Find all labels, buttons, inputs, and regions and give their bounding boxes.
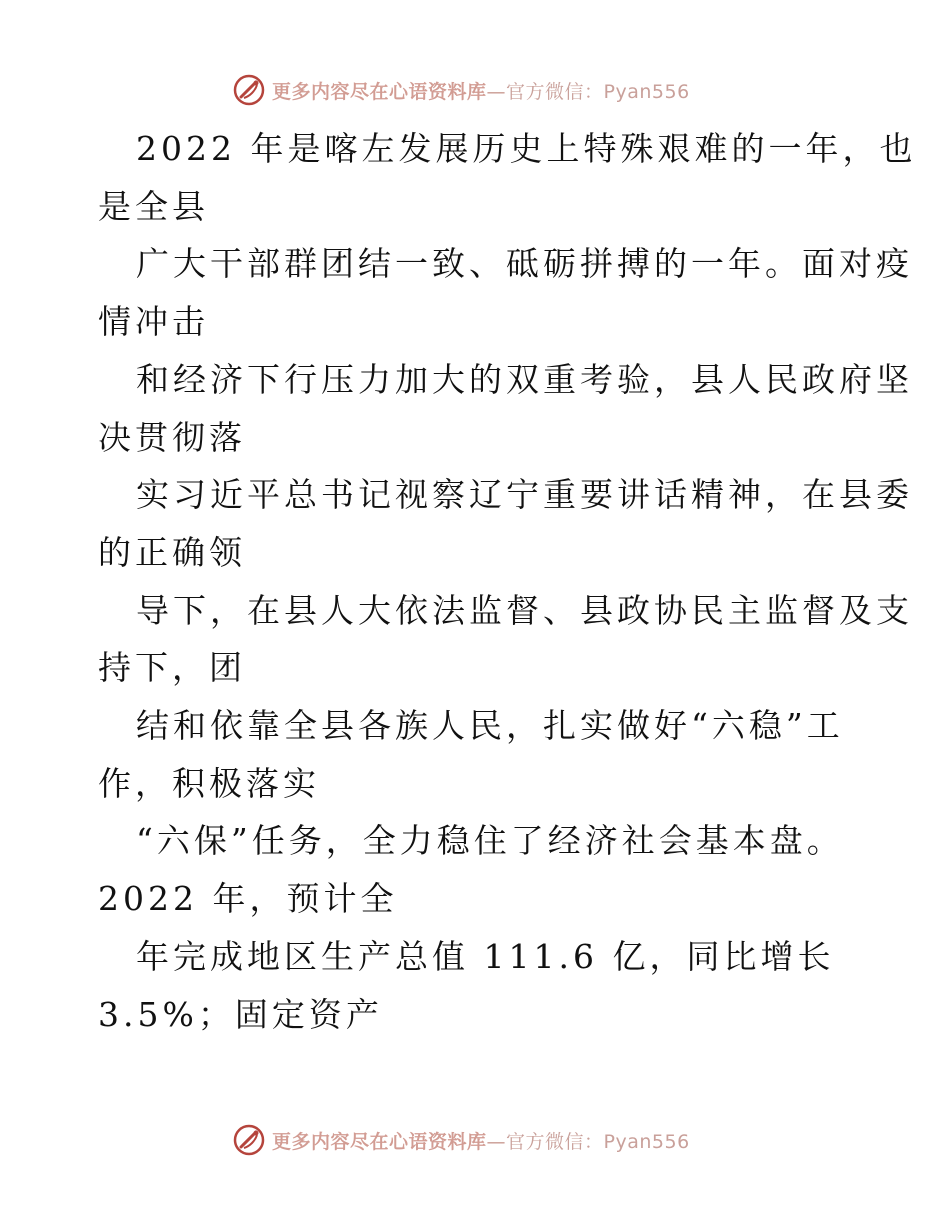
- watermark-separator: —: [486, 1130, 507, 1153]
- paragraph-line-4: 情冲击: [98, 302, 209, 342]
- paragraph-line-11: 结和依靠全县各族人民，扎实做好“六稳”工: [136, 706, 844, 746]
- brand-logo-icon: [232, 73, 266, 107]
- watermark-text: [272, 1127, 690, 1154]
- paragraph-line-5: 和经济下行压力加大的双重考验，县人民政府坚: [136, 359, 913, 399]
- paragraph-line-10: 持下，团: [98, 648, 246, 688]
- paragraph-line-14: 2022 年，预计全: [98, 879, 398, 919]
- brand-logo-icon: [232, 1123, 266, 1157]
- watermark-separator: —: [486, 80, 507, 103]
- paragraph-line-3: 广大干部群团结一致、砥砺拼搏的一年。面对疫: [136, 244, 913, 284]
- paragraph-line-2: 是全县: [98, 186, 209, 226]
- watermark-contact: 官方微信：Pyan556: [506, 1130, 690, 1153]
- header-watermark: [232, 73, 690, 107]
- watermark-contact: 官方微信：Pyan556: [506, 80, 690, 103]
- paragraph-line-9: 导下，在县人大依法监督、县政协民主监督及支: [136, 590, 913, 630]
- watermark-brand: 更多内容尽在心语资料库: [272, 80, 487, 103]
- paragraph-line-15: 年完成地区生产总值 111.6 亿，同比增长: [136, 936, 835, 976]
- paragraph-line-12: 作，积极落实: [98, 763, 320, 803]
- paragraph-line-16: 3.5%；固定资产: [98, 994, 383, 1034]
- paragraph-line-13: “六保”任务，全力稳住了经济社会基本盘。: [136, 821, 844, 861]
- watermark-brand: 更多内容尽在心语资料库: [272, 1130, 487, 1153]
- footer-watermark: [232, 1123, 690, 1157]
- paragraph-line-8: 的正确领: [98, 532, 246, 572]
- paragraph-line-6: 决贯彻落: [98, 417, 246, 457]
- watermark-text: [272, 77, 690, 104]
- document-body: [98, 120, 917, 1043]
- paragraph-line-7: 实习近平总书记视察辽宁重要讲话精神，在县委: [136, 475, 913, 515]
- paragraph-line-1: 2022 年是喀左发展历史上特殊艰难的一年，也: [136, 129, 917, 168]
